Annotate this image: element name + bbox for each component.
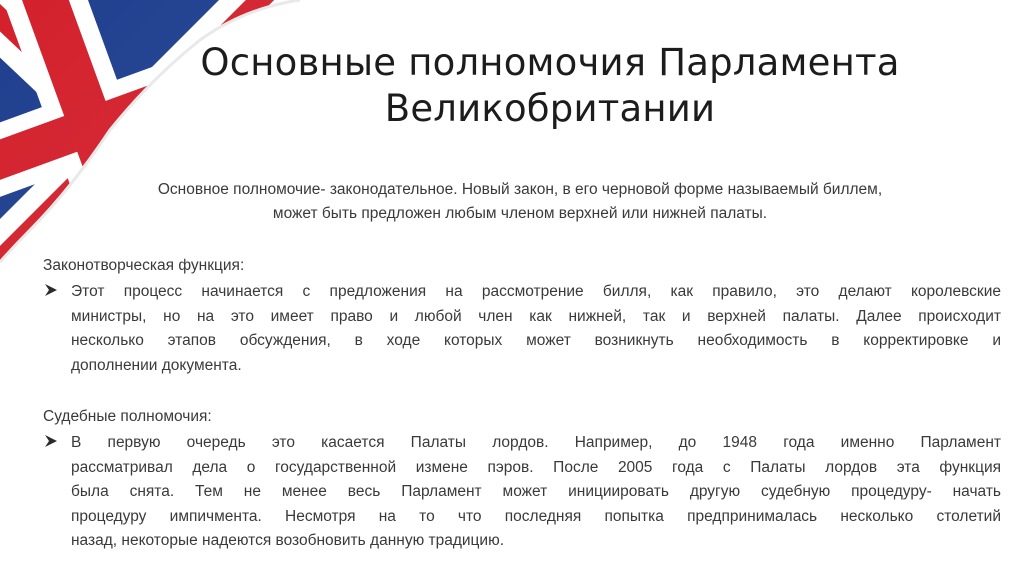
page-title-line: Великобритании [384,87,716,130]
page-title [150,40,950,132]
bullet-text [71,280,1001,378]
bullet-line: несколько этапов обсуждения, в ходе которых может возникнуть необходимость в корректировке и [71,332,1001,349]
intro-paragraph [60,178,980,226]
bullet-line: министры, но на это имеет право и любой член как нижней, так и верхней палаты. Далее происходит [71,307,1001,325]
bullet-line: Этот процесс начинается с предложения на рассмотрение билля, как правило, это делают королевские [71,283,1001,300]
bullet-item-lawmaking [43,280,1003,378]
bullet-line: В первую очередь это касается Палаты лордов. Например, до 1948 года именно Парламент [71,434,1001,451]
section-heading-judicial: Судебные полномочия: [43,408,212,425]
intro-line: может быть предложен любым членом верхней или нижней палаты. [272,205,768,222]
bullet-line: рассматривал дела о государственной измене пэров. После 2005 года с Палаты лордов эта функция [71,458,1001,476]
page-title-line: Основные полномочия Парламента [200,41,900,84]
intro-line: Основное полномочие- законодательное. Новый закон, в его черновой форме называемый биллем, [157,181,883,198]
bullet-line: процедуру импичмента. Несмотря на то что последняя попытка предпринималась несколько столетий [71,507,1001,525]
bullet-line: была снята. Тем не менее весь Парламент может инициировать другую судебную процедуру- начать [71,483,1001,500]
bullet-text [71,431,1001,554]
arrow-bullet-icon [43,433,59,449]
section-heading-lawmaking: Законотворческая функция: [43,257,245,274]
bullet-line: дополнении документа. [71,356,242,374]
bullet-item-judicial [43,431,1003,554]
arrow-bullet-icon [43,282,59,298]
bullet-line: назад, некоторые надеются возобновить данную традицию. [71,532,505,549]
